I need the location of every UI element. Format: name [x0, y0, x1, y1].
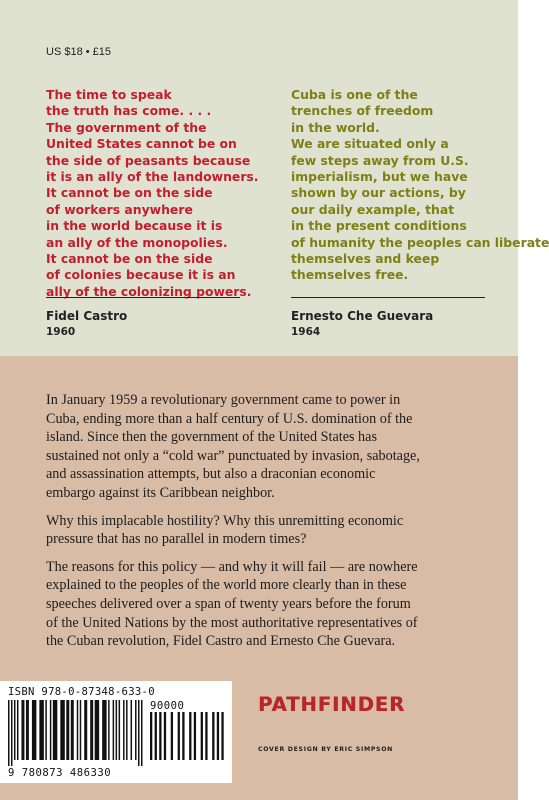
- castro-year: 1960: [46, 326, 76, 338]
- barcode-bar: [182, 712, 184, 760]
- cover-credit: COVER DESIGN BY ERIC SIMPSON: [258, 746, 394, 753]
- quote-line: Cuba is one of the: [291, 87, 418, 102]
- addon-digits: 90000: [150, 700, 185, 712]
- quote-line: The government of the: [46, 119, 207, 135]
- description-line: Why this implacable hostility? Why this unremitting economic: [46, 512, 404, 529]
- barcode-bar: [21, 700, 24, 760]
- barcode-bar: [60, 700, 64, 760]
- barcode-bar: [95, 700, 99, 760]
- barcode-bar: [39, 700, 43, 760]
- price-label: US $18 • £15: [46, 46, 112, 58]
- description-line: of the United Nations by the most authoritative representatives of: [46, 614, 418, 631]
- castro-divider: [46, 297, 240, 298]
- barcode-bar: [53, 700, 57, 760]
- barcode-bar: [194, 712, 196, 760]
- quote-line: of humanity the peoples can liberate: [291, 234, 549, 250]
- barcode-bar: [155, 712, 157, 760]
- description-line: the Cuban revolution, Fidel Castro and Ernesto Che Guevara.: [46, 633, 396, 650]
- quote-line: in the present conditions: [291, 218, 467, 234]
- guevara-divider: [291, 297, 485, 298]
- quote-line: The time to speak: [46, 87, 172, 102]
- barcode-bar: [71, 700, 74, 760]
- barcode-bar: [164, 712, 166, 760]
- barcode-bar: [159, 712, 161, 760]
- quote-line: an ally of the monopolies.: [46, 234, 228, 250]
- publisher-logo: PATHFINDER: [258, 693, 406, 716]
- quote-line: themselves free.: [291, 267, 409, 283]
- barcode-bar: [141, 700, 142, 766]
- barcode-bar: [32, 700, 36, 760]
- description-line: Cuba, ending more than a half century of U.S. domination of the: [46, 410, 413, 427]
- barcode-bar: [178, 712, 180, 760]
- barcode-bar: [171, 712, 173, 760]
- barcode-bar: [212, 712, 214, 760]
- isbn-label: ISBN 978-0-87348-633-0: [8, 686, 155, 698]
- quote-line: shown by our actions, by: [291, 185, 466, 201]
- quote-line: of colonies because it is an: [46, 267, 236, 283]
- barcode-bar: [119, 700, 120, 760]
- castro-author: Fidel Castro: [46, 309, 128, 323]
- guevara-quote: [291, 87, 549, 284]
- barcode-bar: [84, 700, 87, 760]
- quote-line: of workers anywhere: [46, 201, 193, 217]
- book-description: [46, 382, 486, 660]
- barcode-bar: [8, 700, 9, 766]
- castro-quote: [46, 87, 259, 300]
- barcode-bar: [135, 700, 136, 760]
- barcode-bar: [77, 700, 78, 760]
- quote-line: in the world.: [291, 119, 380, 135]
- barcode-bar: [17, 700, 18, 760]
- description-line: sustained not only a “cold war” punctuated by invasion, sabotage,: [46, 447, 420, 464]
- quote-line: We are situated only a: [291, 136, 449, 152]
- quote-line: the side of peasants because: [46, 152, 251, 168]
- barcode-bar: [217, 712, 219, 760]
- barcode-bar: [11, 700, 12, 766]
- quote-line: in the world because it is: [46, 218, 223, 234]
- quote-line: it is an ally of the landowners.: [46, 169, 259, 185]
- ean-digits: 9 780873 486330: [8, 767, 112, 779]
- barcode-bar: [45, 700, 46, 760]
- barcode-bar: [116, 700, 117, 760]
- quote-line: trenches of freedom: [291, 103, 434, 119]
- quote-line: imperialism, but we have: [291, 169, 468, 185]
- barcode-bar: [221, 712, 223, 760]
- description-line: embargo against its Caribbean neighbor.: [46, 484, 275, 501]
- description-line: pressure that has no parallel in modern times?: [46, 531, 307, 548]
- barcode-bar: [150, 712, 152, 760]
- barcode-bar: [126, 700, 127, 760]
- guevara-year: 1964: [291, 326, 321, 338]
- barcode-bar: [102, 700, 106, 760]
- barcode-bar: [108, 700, 109, 760]
- barcode-bar: [205, 712, 207, 760]
- barcode-bar: [201, 712, 203, 760]
- quote-line: It cannot be on the side: [46, 251, 213, 267]
- barcode-bar: [138, 700, 139, 766]
- guevara-author: Ernesto Che Guevara: [291, 309, 434, 323]
- quote-line: themselves and keep: [291, 251, 440, 267]
- description-line: In January 1959 a revolutionary government came to power in: [46, 392, 401, 408]
- quote-line: ally of the colonizing powers.: [46, 283, 252, 299]
- barcode-bar: [80, 700, 81, 760]
- barcode-bar: [131, 700, 132, 760]
- barcode-bar: [50, 700, 51, 760]
- description-line: speeches delivered over a span of twenty years before the forum: [46, 595, 411, 612]
- barcode-bar: [113, 700, 114, 760]
- barcode-bar: [123, 700, 124, 760]
- quote-line: It cannot be on the side: [46, 185, 213, 201]
- addon-barcode: [150, 712, 226, 778]
- barcode-bar: [90, 700, 93, 760]
- barcode-bar: [26, 700, 29, 760]
- quote-line: United States cannot be on: [46, 136, 237, 152]
- ean-barcode: [8, 700, 144, 766]
- quote-line: the truth has come. . . .: [46, 103, 212, 119]
- barcode-bar: [189, 712, 191, 760]
- description-line: The reasons for this policy — and why it will fail — are nowhere: [46, 558, 418, 575]
- description-line: island. Since then the government of the United States has: [46, 429, 377, 446]
- description-line: and assassination attempts, but also a draconian economic: [46, 466, 376, 483]
- description-line: explained to the peoples of the world more clearly than in these: [46, 577, 407, 594]
- quote-line: few steps away from U.S.: [291, 152, 469, 168]
- barcode-bar: [66, 700, 69, 760]
- quote-line: our daily example, that: [291, 201, 455, 217]
- barcode-bar: [14, 700, 15, 760]
